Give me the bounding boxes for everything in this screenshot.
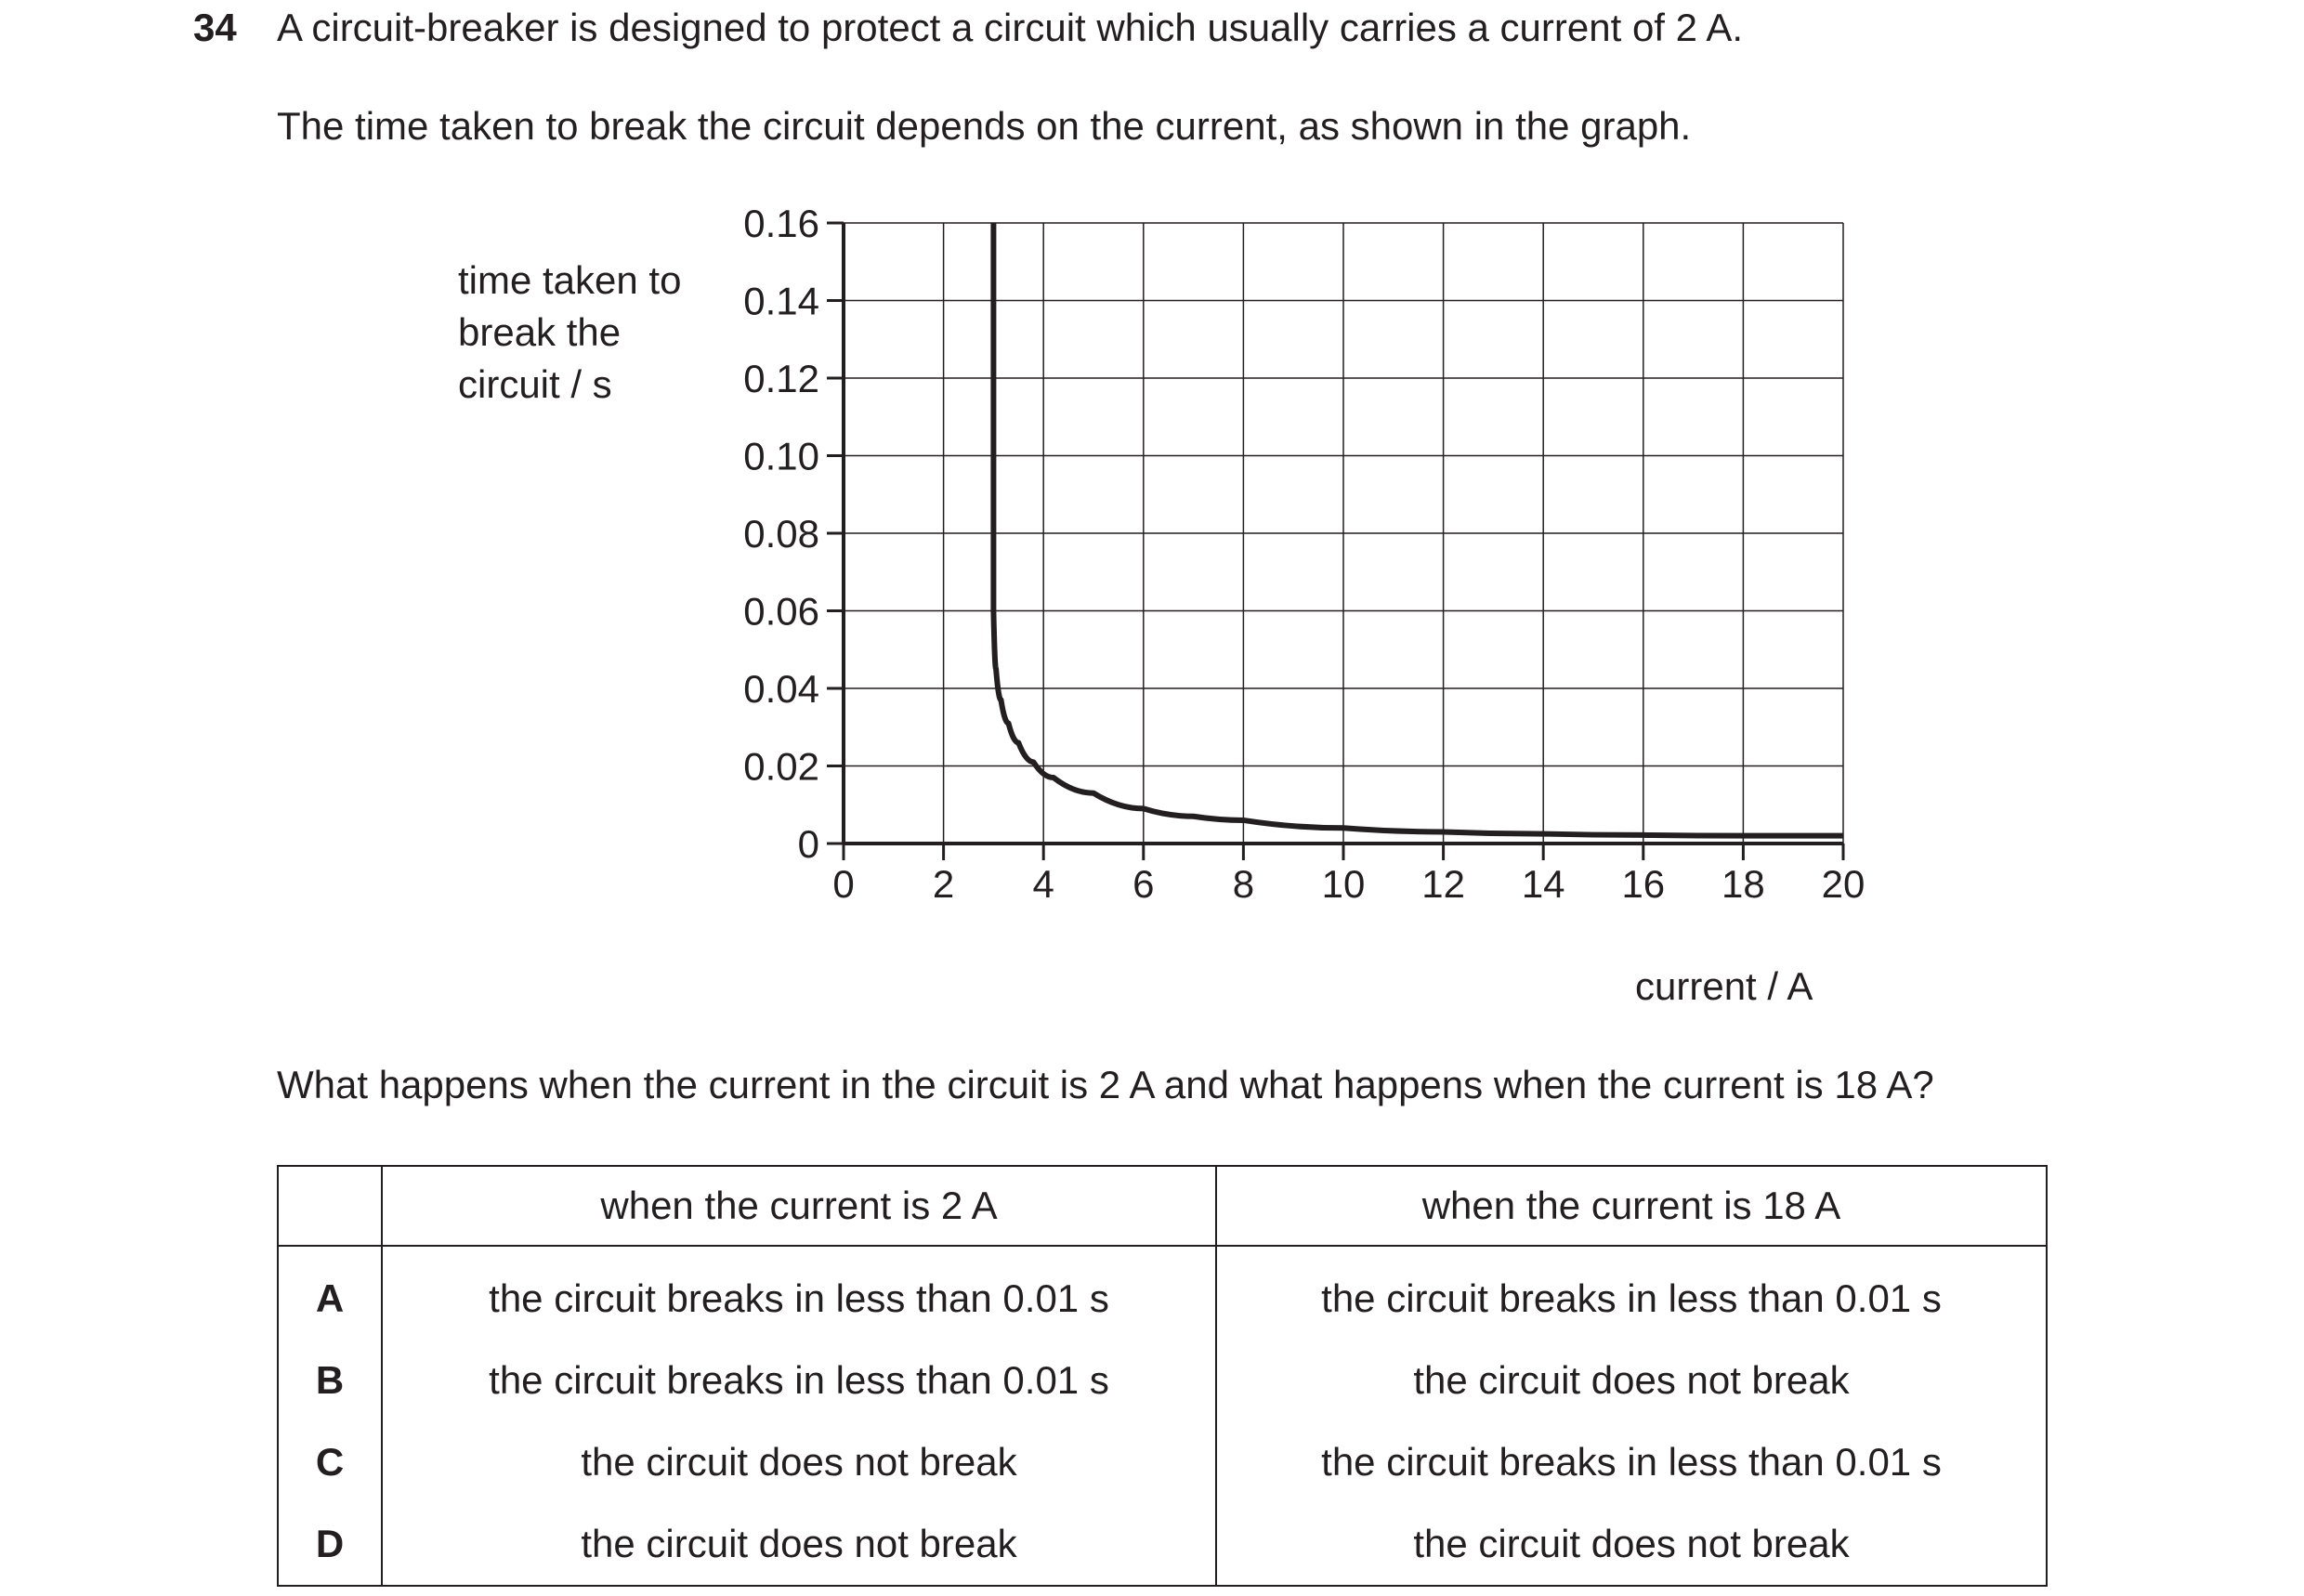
y-tick-label: 0.14 xyxy=(743,279,819,323)
option-cell-18a: the circuit breaks in less than 0.01 s xyxy=(1216,1246,2047,1340)
y-tick-label: 0.12 xyxy=(743,357,819,400)
y-tick-label: 0.02 xyxy=(743,744,819,789)
question-prompt: What happens when the current in the circuit is 2 A and what happens when the current is 18 A? xyxy=(277,1063,1934,1106)
question-text: A circuit-breaker is designed to protect a circuit which usually carries a current of 2 A. xyxy=(277,6,1744,49)
x-tick-label: 6 xyxy=(1132,862,1155,906)
x-tick-label: 20 xyxy=(1821,862,1865,906)
y-tick-label: 0.16 xyxy=(743,202,819,245)
x-tick-label: 10 xyxy=(1321,862,1366,906)
option-row-b[interactable] xyxy=(278,1340,2047,1421)
option-letter: D xyxy=(278,1503,382,1586)
option-letter: C xyxy=(278,1421,382,1503)
option-cell-18a: the circuit does not break xyxy=(1216,1503,2047,1586)
answer-table xyxy=(277,1165,2048,1587)
y-axis-label: time taken to break the circuit / s xyxy=(458,258,682,406)
question-number: 34 xyxy=(193,6,237,49)
table-header-18a: when the current is 18 A xyxy=(1216,1166,2047,1246)
table-header-row xyxy=(278,1166,2047,1246)
x-tick-label: 18 xyxy=(1721,862,1765,906)
y-tick-label: 0.04 xyxy=(743,667,819,711)
option-cell-18a: the circuit breaks in less than 0.01 s xyxy=(1216,1421,2047,1503)
table-header-2a: when the current is 2 A xyxy=(382,1166,1216,1246)
option-row-d[interactable] xyxy=(278,1503,2047,1586)
x-tick-label: 0 xyxy=(832,862,855,906)
table-header-blank xyxy=(278,1166,382,1246)
y-tick-label: 0.08 xyxy=(743,512,819,556)
question-text-graph-intro: The time taken to break the circuit depends on the current, as shown in the graph. xyxy=(277,104,1692,148)
option-cell-2a: the circuit does not break xyxy=(382,1503,1216,1586)
y-tick-label: 0.10 xyxy=(743,434,819,478)
option-cell-2a: the circuit breaks in less than 0.01 s xyxy=(382,1340,1216,1421)
y-tick-label: 0 xyxy=(797,822,819,866)
y-tick-label: 0.06 xyxy=(743,589,819,634)
x-tick-label: 8 xyxy=(1232,862,1255,906)
option-cell-2a: the circuit does not break xyxy=(382,1421,1216,1503)
option-letter: B xyxy=(278,1340,382,1421)
option-row-c[interactable] xyxy=(278,1421,2047,1503)
x-tick-label: 2 xyxy=(932,862,955,906)
series-line xyxy=(993,223,1843,836)
x-axis-label: current / A xyxy=(1635,964,1813,1008)
option-letter: A xyxy=(278,1246,382,1340)
option-cell-2a: the circuit breaks in less than 0.01 s xyxy=(382,1246,1216,1340)
x-tick-label: 16 xyxy=(1621,862,1666,906)
option-row-a[interactable] xyxy=(278,1246,2047,1340)
option-cell-18a: the circuit does not break xyxy=(1216,1340,2047,1421)
x-tick-label: 14 xyxy=(1521,862,1565,906)
x-tick-label: 12 xyxy=(1421,862,1465,906)
x-tick-label: 4 xyxy=(1032,862,1054,906)
